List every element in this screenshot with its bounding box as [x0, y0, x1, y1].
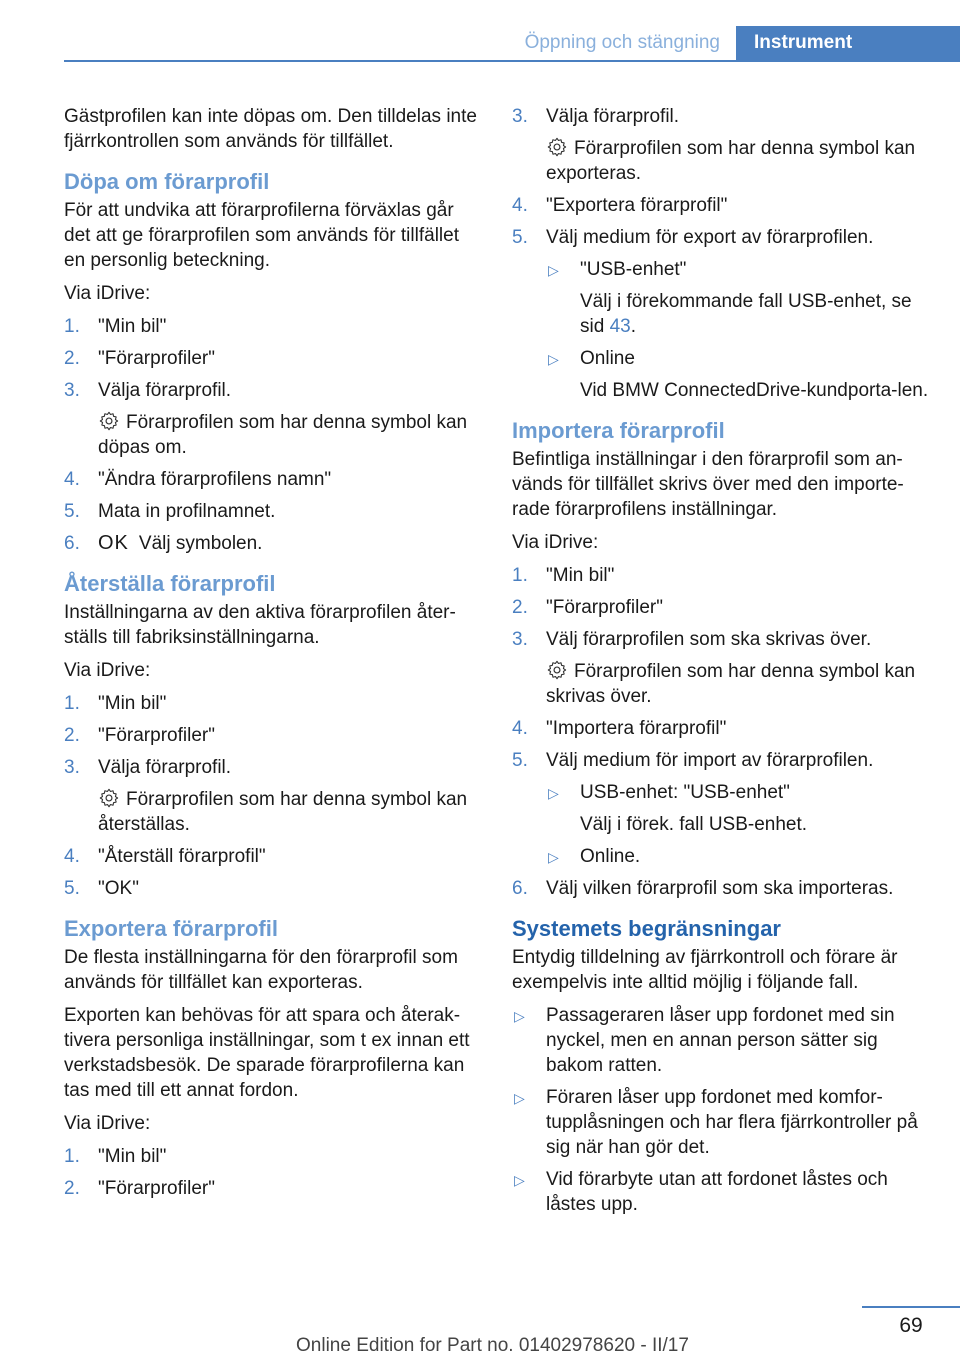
list-item [512, 104, 930, 186]
export-via: Via iDrive: [64, 1113, 151, 1134]
bullet-triangle-icon: ▷ [548, 785, 559, 801]
step-number: 2. [64, 725, 80, 746]
step-subtext [546, 136, 930, 186]
limits-heading: Systemets begränsningar [512, 916, 781, 941]
step-number: 6. [512, 878, 528, 899]
list-item [546, 844, 930, 869]
list-item [512, 627, 930, 709]
step-number: 6. [64, 533, 80, 554]
gear-icon [546, 659, 568, 681]
gear-icon [546, 136, 568, 158]
step-number: 3. [64, 757, 80, 778]
rename-via: Via iDrive: [64, 283, 151, 304]
export-heading: Exportera förarprofil [64, 916, 278, 941]
import-steps [512, 563, 930, 901]
step-number: 1. [64, 316, 80, 337]
bullet-text: "USB-enhet" [580, 259, 687, 280]
step-number: 1. [64, 1146, 80, 1167]
bullet-subtext: Vid BMW ConnectedDrive-kundporta-len. [580, 380, 929, 401]
reset-via: Via iDrive: [64, 660, 151, 681]
step-subtext-text: Förarprofilen som har denna symbol kan återställas. [98, 789, 468, 835]
list-item [512, 748, 930, 869]
list-item [512, 716, 930, 741]
list-item [546, 257, 930, 339]
list-item [64, 531, 482, 556]
step-number: 4. [64, 469, 80, 490]
bullet-triangle-icon: ▷ [548, 262, 559, 278]
reset-text: Inställningarna av den aktiva förarprofilen åter-ställs till fabriksinställningarna. [64, 602, 456, 648]
step-number: 5. [512, 750, 528, 771]
list-item [64, 499, 482, 524]
step-number: 5. [512, 227, 528, 248]
page-number: 69 [899, 1314, 923, 1337]
step-text: "Min bil" [98, 316, 167, 337]
list-item [64, 378, 482, 460]
step-number: 3. [512, 629, 528, 650]
gear-icon [98, 787, 120, 809]
step-subtext [98, 787, 482, 837]
list-item [512, 1003, 930, 1078]
step-text: "Förarprofiler" [98, 725, 215, 746]
import-via: Via iDrive: [512, 532, 599, 553]
list-item [64, 314, 482, 339]
list-item [64, 844, 482, 869]
header-section-title: Öppning och stängning [524, 32, 720, 53]
step-text: Välj symbolen. [138, 533, 263, 554]
step-text: "Importera förarprofil" [546, 718, 727, 739]
ok-symbol-icon: OK [98, 532, 129, 554]
reset-heading: Återställa förarprofil [64, 571, 276, 596]
gear-icon [98, 410, 120, 432]
step-number: 3. [512, 106, 528, 127]
step-number: 5. [64, 501, 80, 522]
step-text: Välj medium för export av förarprofilen. [546, 227, 874, 248]
bullet-triangle-icon: ▷ [514, 1172, 525, 1188]
step-text: Välja förarprofil. [546, 106, 680, 127]
step-number: 2. [64, 348, 80, 369]
limits-text: Entydig tilldelning av fjärrkontroll och förare är exempelvis inte alltid möjlig i följande fall. [512, 947, 898, 993]
step-text: "Förarprofiler" [98, 348, 215, 369]
bullet-triangle-icon: ▷ [514, 1008, 525, 1024]
bullet-triangle-icon: ▷ [514, 1090, 525, 1106]
step-number: 4. [512, 195, 528, 216]
page-link[interactable]: 43 [609, 316, 631, 337]
import-medium-options [546, 780, 930, 869]
list-item [64, 1176, 482, 1201]
list-item [64, 723, 482, 748]
step-text: Välja förarprofil. [98, 757, 232, 778]
step-text: "OK" [98, 878, 139, 899]
bullet-text: Passageraren låser upp fordonet med sin nyckel, men en annan person sätter sig bakom ratten. [546, 1005, 895, 1076]
export-text-2: Exporten kan behövas för att spara och återak-tivera personliga inställningar, som t ex innan ett verkstadsbesök. De sparade förarprofilerna kan tas med till ett annat fordon. [64, 1005, 470, 1101]
list-item [512, 595, 930, 620]
list-item [64, 876, 482, 901]
left-column [64, 104, 482, 1209]
list-item [546, 346, 930, 403]
step-text: "Min bil" [546, 565, 615, 586]
step-number: 2. [64, 1178, 80, 1199]
step-number: 4. [512, 718, 528, 739]
list-item [512, 563, 930, 588]
step-number: 2. [512, 597, 528, 618]
bullet-text: USB-enhet: "USB-enhet" [580, 782, 790, 803]
bullet-subtext-text: Välj i förekommande fall USB-enhet, se sid [580, 291, 912, 337]
footer-rule [862, 1306, 960, 1308]
step-text: "Förarprofiler" [98, 1178, 215, 1199]
export-medium-options [546, 257, 930, 403]
step-number: 5. [64, 878, 80, 899]
step-text: Välj vilken förarprofil som ska importeras. [546, 878, 894, 899]
bullet-text: Vid förarbyte utan att fordonet låstes och låstes upp. [546, 1169, 888, 1215]
import-heading: Importera förarprofil [512, 418, 725, 443]
step-number: 1. [64, 693, 80, 714]
bullet-subtext: Välj i förek. fall USB-enhet. [580, 814, 808, 835]
list-item [512, 876, 930, 901]
bullet-text: Online [580, 348, 635, 369]
header-rule [64, 60, 960, 62]
step-subtext-text: Förarprofilen som har denna symbol kan exporteras. [546, 138, 916, 184]
step-text: "Min bil" [98, 693, 167, 714]
export-text: De flesta inställningarna för den förarprofil som används för tillfället kan exporteras. [64, 947, 458, 993]
reset-steps [64, 691, 482, 901]
step-subtext-text: Förarprofilen som har denna symbol kan döpas om. [98, 412, 468, 458]
step-text: Välj förarprofilen som ska skrivas över. [546, 629, 872, 650]
step-text: "Min bil" [98, 1146, 167, 1167]
right-column [512, 104, 930, 1225]
step-text: "Exportera förarprofil" [546, 195, 728, 216]
list-item [64, 467, 482, 492]
step-text: Välja förarprofil. [98, 380, 232, 401]
list-item [512, 225, 930, 403]
list-item [512, 1085, 930, 1160]
bullet-subtext [580, 289, 930, 339]
bullet-triangle-icon: ▷ [548, 849, 559, 865]
step-text: "Förarprofiler" [546, 597, 663, 618]
list-item [64, 1144, 482, 1169]
header-chapter-tab: Instrument [736, 26, 960, 62]
step-number: 4. [64, 846, 80, 867]
bullet-text: Online. [580, 846, 641, 867]
list-item [64, 346, 482, 371]
list-item [512, 193, 930, 218]
list-item [546, 780, 930, 837]
step-subtext [546, 659, 930, 709]
limits-list [512, 1003, 930, 1217]
step-number: 1. [512, 565, 528, 586]
rename-text: För att undvika att förarprofilerna förväxlas går det att ge förarprofilen som används för tillfället en personlig beteckning. [64, 200, 459, 271]
rename-heading: Döpa om förarprofil [64, 169, 270, 194]
export-steps-continued [512, 104, 930, 403]
bullet-triangle-icon: ▷ [548, 351, 559, 367]
bullet-text: Föraren låser upp fordonet med komfor-tupplåsningen och har flera fjärrkontroller på sig när han gör det. [546, 1087, 918, 1158]
rename-steps [64, 314, 482, 556]
list-item [64, 691, 482, 716]
step-subtext [98, 410, 482, 460]
step-text: Välj medium för import av förarprofilen. [546, 750, 874, 771]
edition-note: Online Edition for Part no. 01402978620 - II/17 [296, 1335, 689, 1356]
export-steps [64, 1144, 482, 1201]
list-item [512, 1167, 930, 1217]
list-item [64, 755, 482, 837]
step-number: 3. [64, 380, 80, 401]
step-text: "Återställ förarprofil" [98, 846, 266, 867]
import-text: Befintliga inställningar i den förarprofil som an-vänds för tillfället skrivs över med den importe-rade förarprofilens inställningar. [512, 449, 904, 520]
step-text: Mata in profilnamnet. [98, 501, 276, 522]
bullet-subtext-end: . [630, 316, 636, 337]
step-text: "Ändra förarprofilens namn" [98, 469, 332, 490]
guest-profile-note: Gästprofilen kan inte döpas om. Den tilldelas inte fjärrkontrollen som används för tillfället. [64, 106, 477, 152]
step-subtext-text: Förarprofilen som har denna symbol kan skrivas över. [546, 661, 916, 707]
